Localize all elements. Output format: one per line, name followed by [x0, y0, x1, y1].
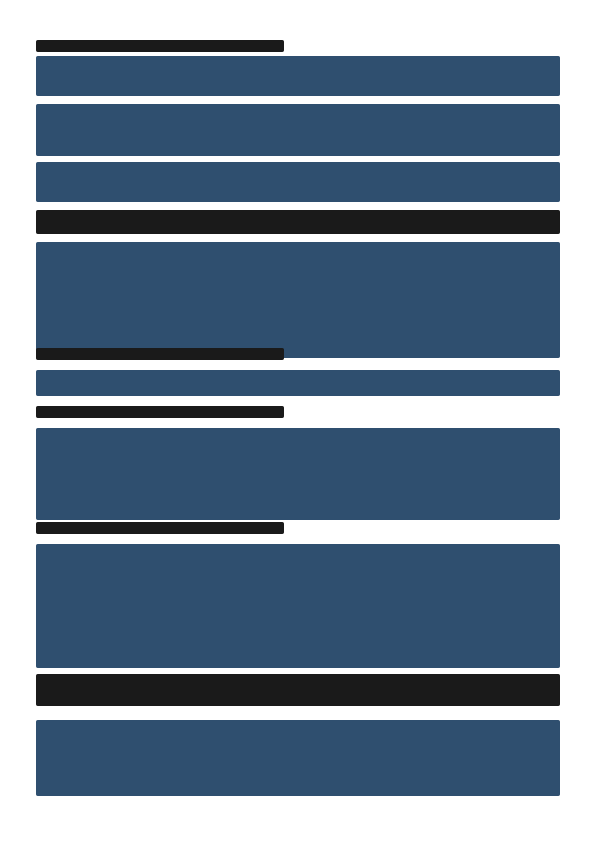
section-heading — [36, 406, 284, 418]
list — [36, 242, 560, 358]
list — [36, 544, 560, 668]
section-heading — [36, 40, 284, 52]
text-block — [36, 370, 560, 396]
text-block — [36, 56, 560, 96]
section-heading — [36, 348, 284, 360]
text-block — [36, 428, 560, 520]
text-block — [36, 720, 560, 796]
text-block — [36, 162, 560, 202]
section-heading — [36, 674, 560, 706]
section-heading — [36, 522, 284, 534]
section-heading — [36, 210, 560, 234]
text-block — [36, 104, 560, 156]
